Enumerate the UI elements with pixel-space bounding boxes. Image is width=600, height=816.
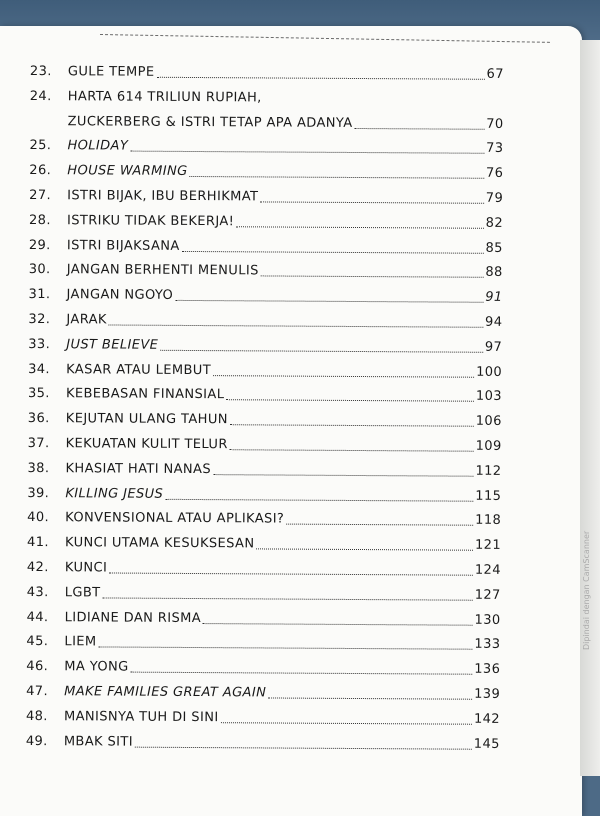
toc-title: MBAK SITI (64, 734, 133, 750)
toc-number: 33. (28, 337, 66, 353)
toc-leader (109, 324, 483, 327)
toc-row (30, 110, 504, 133)
toc-page-number: 130 (475, 612, 501, 628)
toc-row (27, 606, 501, 629)
toc-title: HOLIDAY (67, 139, 128, 155)
toc-title: JUST BELIEVE (66, 337, 158, 354)
toc-row (29, 159, 503, 182)
toc-page-number: 70 (486, 116, 503, 132)
toc-row (28, 358, 502, 381)
toc-leader (230, 424, 474, 426)
toc-number: 44. (27, 610, 65, 626)
toc-row (29, 184, 503, 207)
toc-leader (109, 572, 473, 575)
toc-row (28, 382, 502, 405)
toc-number: 37. (28, 436, 66, 452)
toc-leader (175, 300, 483, 303)
toc-page-number: 73 (486, 141, 503, 157)
toc-row (26, 630, 500, 653)
toc-page-number: 79 (486, 191, 503, 207)
toc-page-number: 118 (475, 513, 501, 529)
toc-row (30, 60, 504, 83)
toc-title: JANGAN NGOYO (67, 287, 174, 304)
toc-number: 26. (29, 163, 67, 179)
toc-number: 28. (29, 213, 67, 229)
toc-title: ZUCKERBERG & ISTRI TETAP APA ADANYA (68, 114, 353, 132)
toc-leader (230, 449, 474, 451)
toc-page-number: 124 (475, 563, 501, 579)
toc-number: 46. (26, 659, 64, 675)
toc-title: JANGAN BERHENTI MENULIS (67, 263, 259, 280)
toc-row (29, 258, 503, 281)
toc-number: 39. (27, 486, 65, 502)
toc-page-number: 115 (475, 488, 501, 504)
toc-number: 27. (29, 188, 67, 204)
toc-number: 49. (26, 734, 64, 750)
toc-row (28, 432, 502, 455)
toc-leader (221, 722, 472, 725)
toc-number: 35. (28, 386, 66, 402)
toc-row (28, 333, 502, 356)
toc-page-number: 142 (474, 712, 500, 728)
toc-number: 34. (28, 362, 66, 378)
toc-page-number: 106 (476, 414, 502, 430)
toc-title: KILLING JESUS (65, 486, 163, 503)
toc-leader (203, 623, 473, 626)
toc-number: 36. (28, 411, 66, 427)
toc-number: 31. (29, 287, 67, 303)
toc-row (27, 556, 501, 579)
toc-leader (130, 151, 484, 154)
toc-number: 29. (29, 238, 67, 254)
toc-page-number: 136 (474, 662, 500, 678)
toc-number: 41. (27, 535, 65, 551)
toc-leader (182, 251, 484, 254)
toc-row (27, 531, 501, 554)
toc-page-number: 145 (474, 736, 500, 752)
toc-row (26, 705, 500, 728)
toc-page-number: 112 (475, 464, 501, 480)
toc-leader (160, 350, 483, 353)
toc-title: KUNCI (65, 560, 107, 576)
toc-page-number: 85 (485, 240, 502, 256)
page-edge (580, 40, 600, 776)
toc-number: 47. (26, 684, 64, 700)
toc-page-number: 121 (475, 538, 501, 554)
toc-title: HOUSE WARMING (67, 163, 187, 180)
toc-page-number: 109 (476, 439, 502, 455)
toc-number: 38. (27, 461, 65, 477)
toc-row (27, 506, 501, 529)
toc-page-number: 91 (485, 290, 502, 306)
toc-leader (165, 498, 473, 501)
toc-number: 30. (29, 262, 67, 278)
toc-page-number: 88 (485, 265, 502, 281)
toc-leader (190, 176, 484, 179)
toc-leader (256, 549, 473, 551)
toc-row (26, 680, 500, 703)
toc-number: 48. (26, 709, 64, 725)
toc-row (29, 283, 503, 306)
toc-leader (213, 375, 474, 378)
toc-title: JARAK (66, 312, 107, 328)
toc-leader (286, 524, 473, 526)
toc-page-number: 100 (476, 364, 502, 380)
toc-title: ISTRI BIJAK, IBU BERHIKMAT (67, 188, 258, 205)
toc-number: 45. (26, 634, 64, 650)
toc-title: KONVENSIONAL ATAU APLIKASI? (65, 511, 284, 528)
toc-title: LGBT (65, 585, 101, 601)
toc-row (29, 209, 503, 232)
toc-leader (355, 128, 485, 130)
toc-page-number: 97 (485, 340, 502, 356)
toc-title: MA YONG (64, 659, 128, 675)
toc-row (27, 482, 501, 505)
toc-number: 25. (29, 138, 67, 154)
toc-leader (99, 647, 473, 650)
toc-leader (268, 697, 472, 699)
toc-title: KHASIAT HATI NANAS (65, 461, 211, 478)
toc-row (26, 655, 500, 678)
toc-page-number: 82 (486, 216, 503, 232)
toc-row (29, 234, 503, 257)
toc-title: MANISNYA TUH DI SINI (64, 709, 219, 726)
toc-leader (261, 276, 484, 278)
toc-page-number: 133 (474, 637, 500, 653)
toc-number: 24. (30, 89, 68, 105)
toc-title: GULE TEMPE (68, 64, 155, 81)
toc-title: ISTRIKU TIDAK BEKERJA! (67, 213, 234, 230)
toc-leader (260, 201, 483, 203)
toc-row (29, 134, 503, 157)
toc-leader (131, 672, 473, 675)
toc-page-number: 94 (485, 315, 502, 331)
toc-title: KEKUATAN KULIT TELUR (66, 436, 228, 453)
toc-title: MAKE FAMILIES GREAT AGAIN (64, 684, 266, 701)
toc-row (27, 581, 501, 604)
toc-number: 43. (27, 585, 65, 601)
toc-leader (102, 597, 472, 600)
toc-leader (157, 77, 485, 80)
toc-number: 42. (27, 560, 65, 576)
toc-title: KUNCI UTAMA KESUKSESAN (65, 535, 255, 552)
toc-row (30, 85, 504, 108)
toc-title: ISTRI BIJAKSANA (67, 238, 180, 255)
toc-title: LIEM (64, 635, 96, 651)
toc-row (28, 407, 502, 430)
toc-leader (236, 226, 483, 229)
toc-title: LIDIANE DAN RISMA (65, 610, 202, 627)
toc-title: KASAR ATAU LEMBUT (66, 362, 211, 379)
toc-page-number: 127 (475, 588, 501, 604)
toc-page-number: 139 (474, 687, 500, 703)
toc-page-number: 76 (486, 166, 503, 182)
toc-number: 32. (28, 312, 66, 328)
toc-row (26, 730, 500, 753)
toc-number: 40. (27, 510, 65, 526)
toc-leader (135, 746, 472, 749)
toc-row (27, 457, 501, 480)
toc-row (28, 308, 502, 331)
toc-number: 23. (30, 64, 68, 80)
scanner-watermark: Dipindai dengan CamScanner (582, 531, 591, 650)
toc-page-number: 67 (487, 67, 504, 83)
toc-page-number: 103 (476, 389, 502, 405)
toc-title: KEBEBASAN FINANSIAL (66, 387, 225, 404)
toc-title: KEJUTAN ULANG TAHUN (66, 411, 228, 428)
toc-leader (213, 474, 473, 477)
toc-title: HARTA 614 TRILIUN RUPIAH, (68, 89, 262, 106)
toc-leader (226, 400, 474, 403)
